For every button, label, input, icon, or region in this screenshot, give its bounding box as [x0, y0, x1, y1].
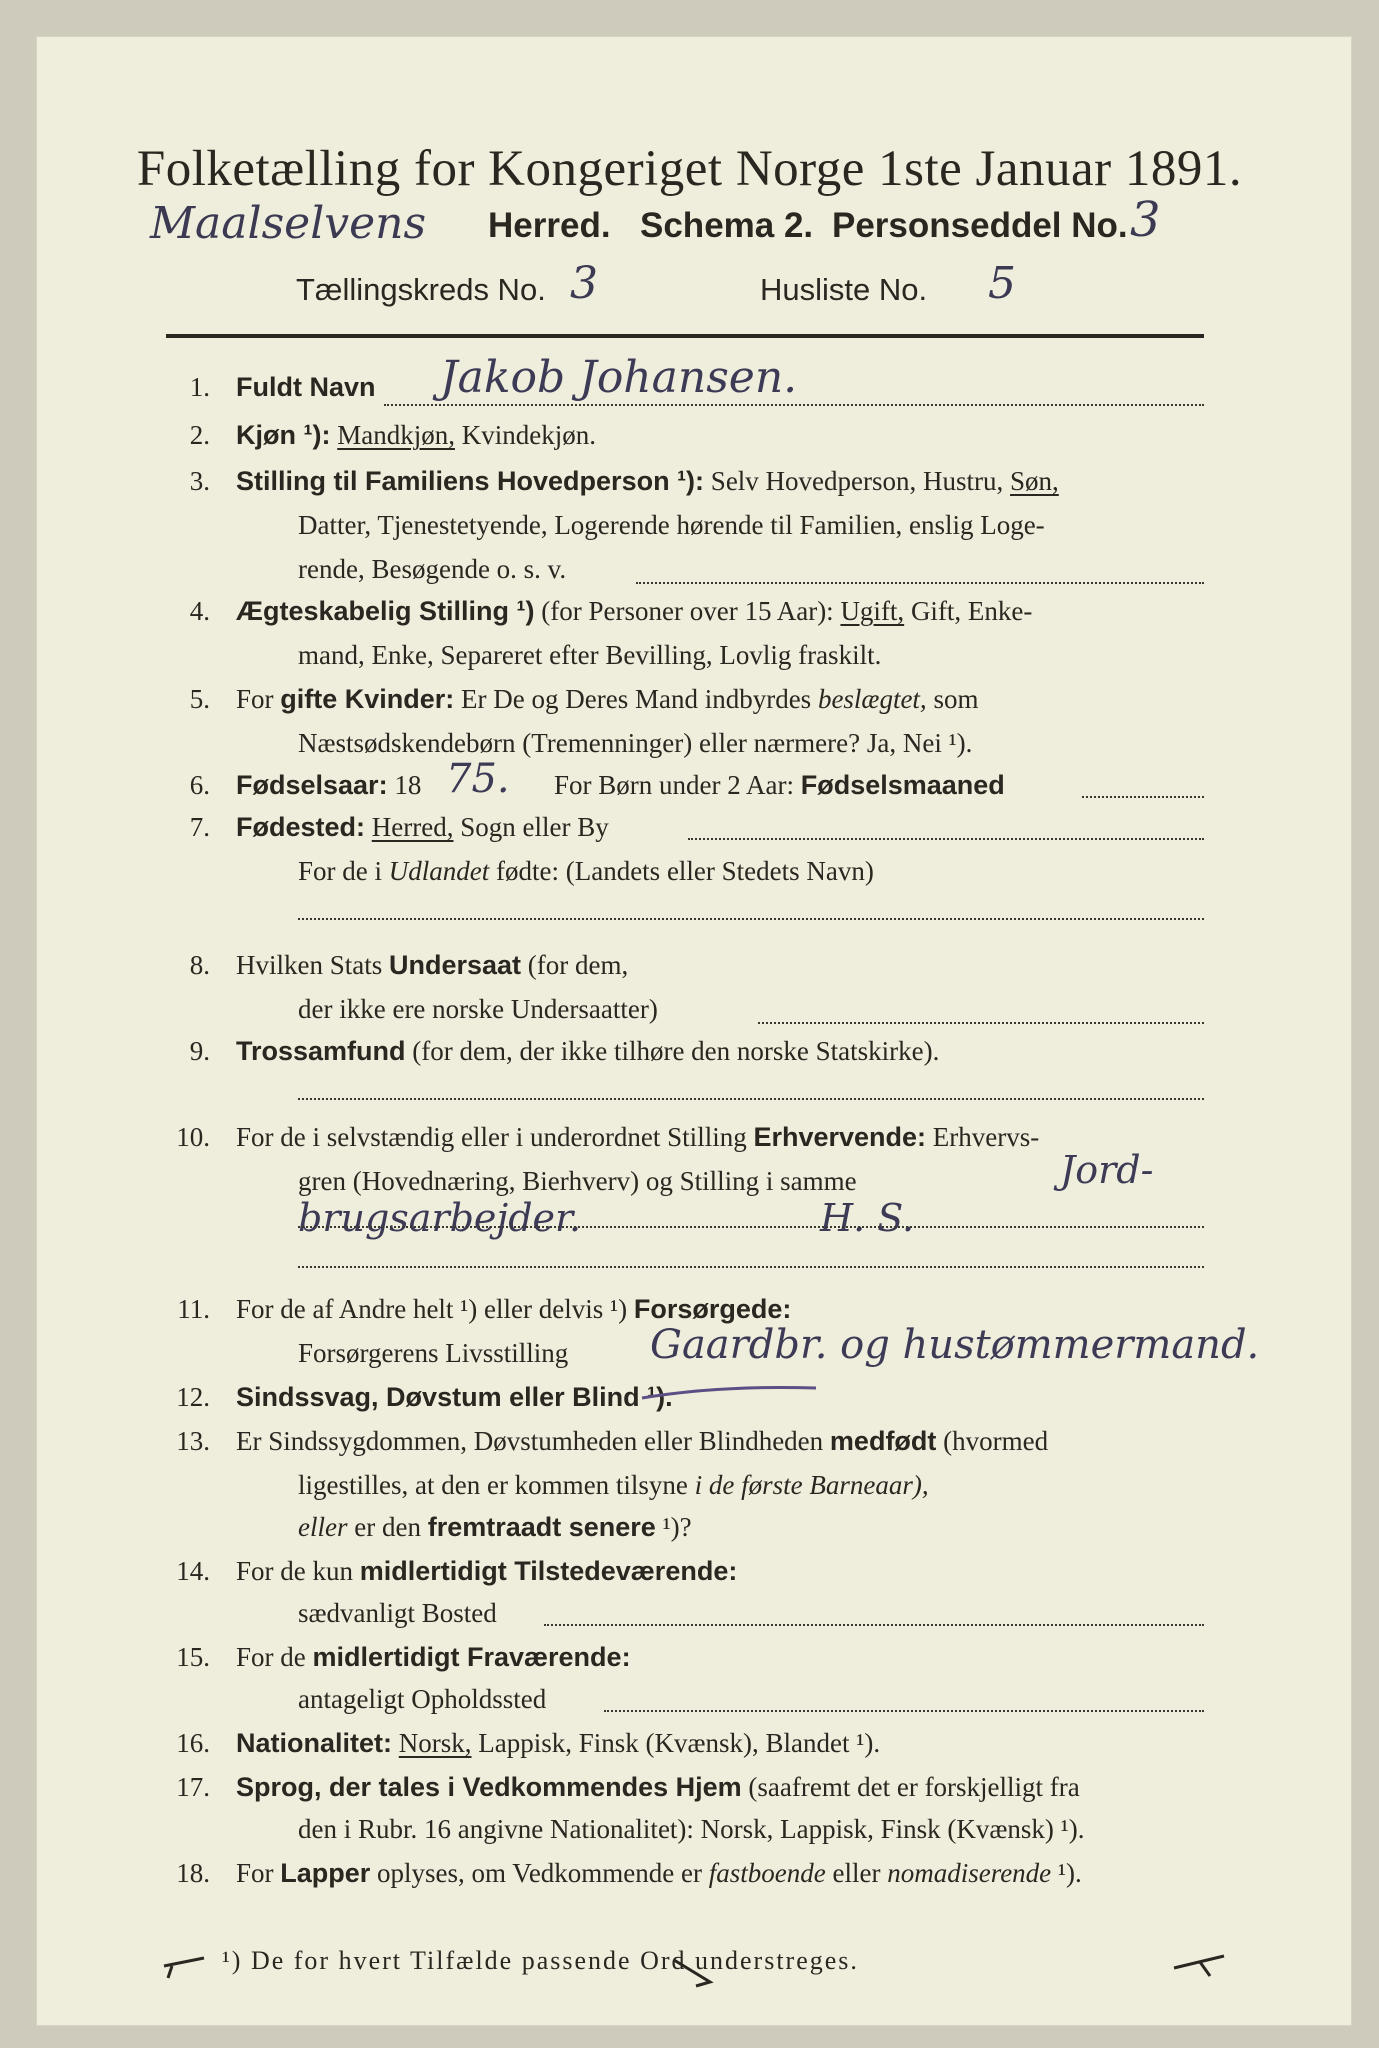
- item-label: Sprog, der tales i Vedkommendes Hjem: [236, 1772, 742, 1802]
- item-number: 6.: [189, 770, 210, 800]
- item-text: Næstsødskendebørn (Tremenninger) eller nærmere? Ja, Nei ¹).: [298, 728, 973, 758]
- item-label: medfødt: [829, 1426, 937, 1456]
- item-text-italic: eller: [298, 1512, 348, 1542]
- dotted-line: [544, 1624, 1204, 1626]
- husliste-label: Husliste No.: [760, 272, 928, 307]
- item-number: 5.: [189, 684, 210, 714]
- item-text: Gift, Enke-: [910, 596, 1033, 626]
- form-title: Folketælling for Kongeriget Norge 1ste Januar 1891.: [136, 141, 1243, 197]
- item-text: fødte: (Landets eller Stedets Navn): [496, 856, 874, 886]
- item-text: For de af Andre helt ¹) eller delvis ¹): [236, 1294, 628, 1324]
- item-label: Trossamfund: [236, 1036, 406, 1066]
- municipality-handwritten: Maalselvens: [150, 198, 427, 249]
- dotted-line: [688, 838, 1204, 840]
- item-text: Hvilken Stats: [236, 950, 383, 980]
- item-number: 15.: [176, 1642, 210, 1672]
- item-number: 4.: [189, 596, 210, 626]
- item-label: gifte Kvinder:: [280, 684, 455, 714]
- underlined-option: Ugift,: [840, 596, 905, 626]
- underlined-option: Mandkjøn,: [337, 420, 455, 450]
- dotted-line: [636, 582, 1204, 584]
- item-number: 9.: [189, 1036, 210, 1066]
- answer-birth-year: 75.: [446, 756, 510, 802]
- item-text-italic: Udlandet: [388, 856, 490, 886]
- item-text: som: [933, 684, 979, 714]
- item-number: 12.: [176, 1382, 210, 1412]
- item-label: Forsørgede:: [633, 1294, 792, 1324]
- item-label: Nationalitet:: [236, 1728, 393, 1758]
- dotted-line: [384, 404, 1204, 406]
- husliste-number: 5: [988, 258, 1016, 309]
- item-text: Sogn eller By: [460, 812, 609, 842]
- item-text-italic: fastboende: [708, 1858, 826, 1888]
- item-text: (saafremt det er forskjelligt fra: [748, 1772, 1080, 1802]
- item-label: midlertidigt Tilstedeværende:: [359, 1556, 738, 1586]
- dotted-line: [298, 1266, 1204, 1268]
- item-number: 10.: [176, 1122, 210, 1152]
- item-text: eller: [832, 1858, 881, 1888]
- item-text: Er Sindssygdommen, Døvstumheden eller Blindheden: [236, 1426, 824, 1456]
- schema-label: Schema 2.: [640, 206, 814, 245]
- footnote: ¹) De for hvert Tilfælde passende Ord understreges.: [222, 1946, 859, 1975]
- item-number: 17.: [176, 1772, 210, 1802]
- item-text-italic: beslægtet,: [817, 684, 927, 714]
- item-number: 1.: [189, 372, 210, 402]
- item-text: der ikke ere norske Undersaatter): [298, 994, 658, 1024]
- dotted-line: [298, 918, 1204, 920]
- item-text: gren (Hovednæring, Bierhverv) og Stilling i samme: [298, 1166, 857, 1196]
- item-label: Erhvervende:: [753, 1122, 927, 1152]
- underlined-option: Herred,: [371, 812, 454, 842]
- answer-occupation-part2: brugsarbejder.: [298, 1196, 582, 1240]
- item-text: Lappisk, Finsk (Kvænsk), Blandet ¹).: [478, 1728, 881, 1758]
- item-label: midlertidigt Fraværende:: [312, 1642, 631, 1672]
- kreds-number: 3: [570, 258, 598, 309]
- item-text: (hvormed: [943, 1426, 1049, 1456]
- item-text: For de i selvstændig eller i underordnet Stilling: [236, 1122, 747, 1152]
- item-number: 3.: [189, 466, 210, 496]
- underlined-option: Norsk,: [398, 1728, 472, 1758]
- item-text: Erhvervs-: [932, 1122, 1040, 1152]
- item-text: (for Personer over 15 Aar):: [541, 596, 834, 626]
- margin-mark-left: [160, 1952, 210, 1982]
- item-text: For: [236, 684, 274, 714]
- item-text: Forsørgerens Livsstilling: [298, 1338, 569, 1368]
- item-label: fremtraadt senere: [427, 1512, 656, 1542]
- dotted-line: [1082, 796, 1204, 798]
- item-text: (for dem,: [527, 950, 629, 980]
- personseddel-number: 3: [1130, 192, 1161, 248]
- item-number: 18.: [176, 1858, 210, 1888]
- dotted-line: [298, 1226, 1204, 1228]
- answer-occupation-part1: Jord-: [1060, 1148, 1154, 1192]
- item-text: ligestilles, at den er kommen tilsyne: [298, 1470, 688, 1500]
- item-label: Fødselsaar:: [236, 770, 388, 800]
- margin-mark-center: [670, 1956, 720, 1990]
- item-label: Lapper: [280, 1858, 371, 1888]
- item-text: mand, Enke, Separeret efter Bevilling, Lovlig fraskilt.: [298, 640, 882, 670]
- item-label: Undersaat: [389, 950, 522, 980]
- item-text-italic: nomadiserende: [887, 1858, 1052, 1888]
- header-line-2: [150, 192, 1230, 266]
- item-text: antageligt Opholdssted: [298, 1684, 547, 1714]
- item-text: For: [236, 1858, 274, 1888]
- personseddel-label: Personseddel No.: [832, 206, 1128, 245]
- kreds-label: Tællingskreds No.: [296, 272, 546, 307]
- item-text: For de i: [298, 856, 382, 886]
- herred-label: Herred.: [488, 206, 611, 245]
- item-text: Selv Hovedperson, Hustru,: [710, 466, 1004, 496]
- item-text: oplyses, om Vedkommende er: [377, 1858, 702, 1888]
- item-number: 13.: [176, 1426, 210, 1456]
- item-text: For de: [236, 1642, 306, 1672]
- item-text: er den: [354, 1512, 421, 1542]
- item-text: Er De og Deres Mand indbyrdes: [461, 684, 812, 714]
- item-label: Stilling til Familiens Hovedperson ¹):: [236, 466, 705, 496]
- answer-provider-occupation: Gaardbr. og hustømmermand.: [650, 1322, 1260, 1368]
- pen-stroke: [640, 1376, 820, 1416]
- year-prefix: 18: [394, 770, 422, 800]
- item-text: (for dem, der ikke tilhøre den norske Statskirke).: [412, 1036, 940, 1066]
- item-text: ¹)?: [662, 1512, 692, 1542]
- item-text: For de kun: [236, 1556, 353, 1586]
- item-number: 2.: [189, 420, 210, 450]
- header-rule: [166, 334, 1204, 338]
- dotted-line: [298, 1098, 1204, 1100]
- item-label: Fødselsmaaned: [800, 770, 1005, 800]
- item-label: Fødested:: [236, 812, 366, 842]
- item-text: Datter, Tjenestetyende, Logerende hørende til Familien, enslig Loge-: [298, 510, 1045, 540]
- item-text: den i Rubr. 16 angivne Nationalitet): Norsk, Lappisk, Finsk (Kvænsk) ¹).: [298, 1814, 1085, 1844]
- item-label: Sindssvag, Døvstum eller Blind ¹).: [236, 1382, 673, 1412]
- item-number: 16.: [176, 1728, 210, 1758]
- answer-name: Jakob Johansen.: [440, 352, 798, 403]
- item-text-italic: i de første Barneaar),: [694, 1470, 929, 1500]
- item-label: Ægteskabelig Stilling ¹): [236, 596, 535, 626]
- item-text: For Børn under 2 Aar:: [554, 770, 794, 800]
- margin-mark-right: [1170, 1946, 1230, 1980]
- item-text: rende, Besøgende o. s. v.: [298, 554, 567, 584]
- item-number: 7.: [189, 812, 210, 842]
- item-number: 8.: [189, 950, 210, 980]
- item-number: 11.: [177, 1294, 210, 1324]
- item-text: sædvanligt Bosted: [298, 1598, 497, 1628]
- answer-occupation-mark: H. S.: [820, 1196, 915, 1240]
- item-label: Fuldt Navn: [236, 372, 376, 402]
- header-line-3: [280, 258, 1180, 322]
- dotted-line: [604, 1710, 1204, 1712]
- dotted-line: [758, 1022, 1204, 1024]
- item-label: Kjøn ¹):: [236, 420, 331, 450]
- item-text: ¹).: [1057, 1858, 1082, 1888]
- item-number: 14.: [176, 1556, 210, 1586]
- underlined-option: Søn,: [1010, 466, 1059, 496]
- item-text: Kvindekjøn.: [461, 420, 596, 450]
